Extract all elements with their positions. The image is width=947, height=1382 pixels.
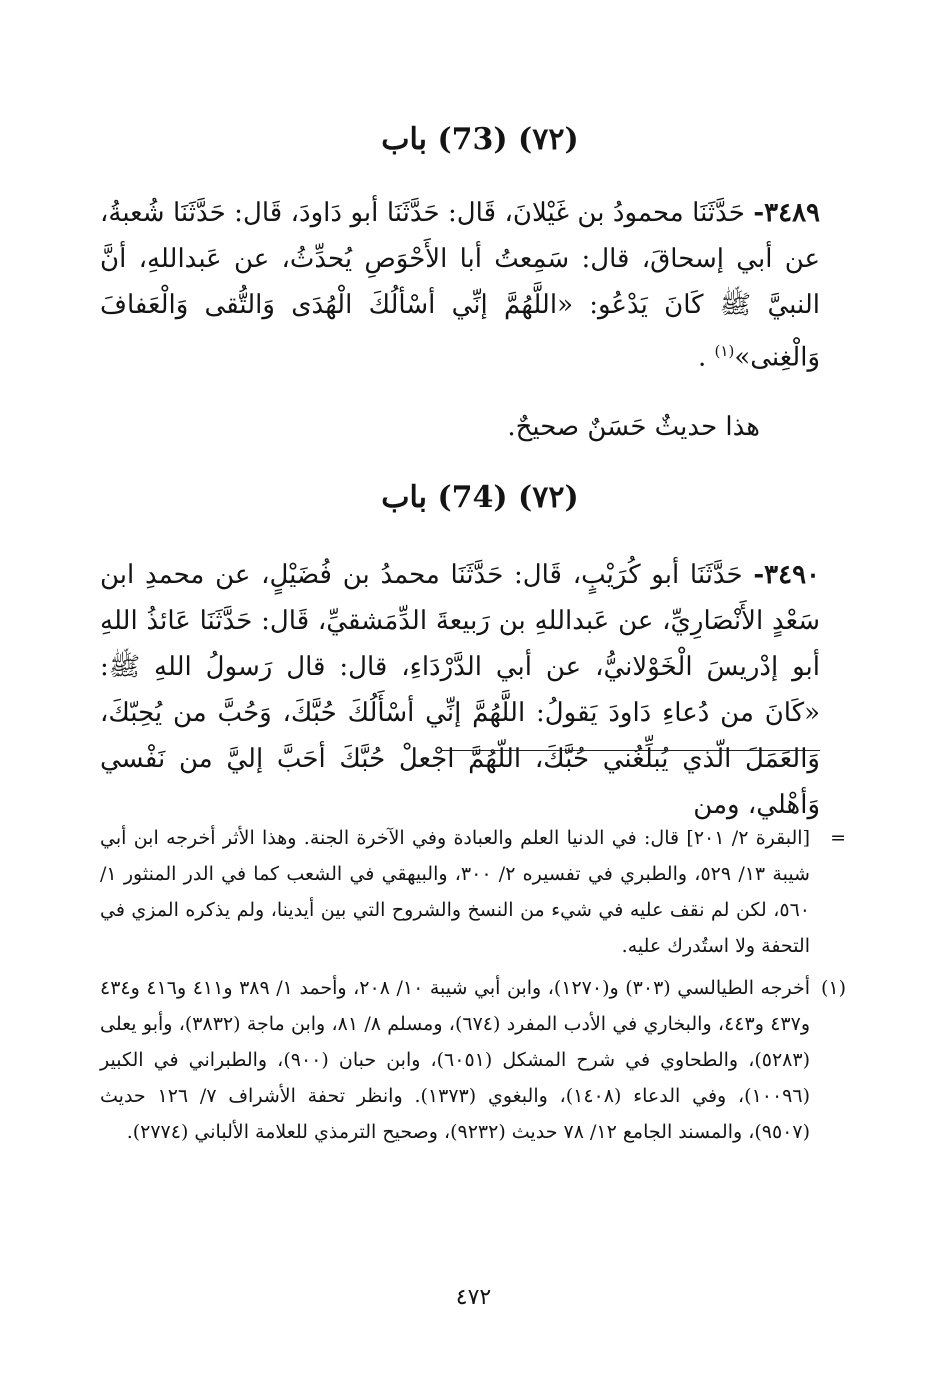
- hadith-3489: [100, 190, 820, 381]
- footnotes: [100, 820, 846, 1150]
- hadith-grading: هذا حديثٌ حَسَنٌ صحيحٌ.: [507, 412, 760, 442]
- hadith-number: ٣٤٩٠-: [753, 560, 820, 590]
- hadith-number: ٣٤٨٩-: [753, 198, 821, 228]
- page-number: ٤٧٢: [455, 1285, 492, 1310]
- hadith-text: حَدَّثَنَا أبو كُرَيْبٍ، قَال: حَدَّثَنَا محمدُ بن فُضَيْلٍ، عن محمدِ ابن سَعْدٍ الأَنْصَارِيِّ، عن عَبداللهِ بن رَبيعةَ الدِّمَشقيِّ، قَال: حَدَّثَنَا عَائذُ اللهِ أبو إدْريسَ الْخَوْلانيُّ، عن أبي الدَّرْدَاءِ، قال: قال رَسولُ اللهِ ﷺ: «كَانَ من دُعاءِ دَاودَ يَقولُ: اللَّهُمَّ إنِّي أسْأَلُكَ حُبَّكَ، وَحُبَّ من يُحِبّكَ، وَالعَمَلَ الّذي يُبلِّغُني حُبَّكَ، اللّهُمَّ اجْعلْ حُبَّكَ أحَبَّ إليَّ من نَفْسي وَأهْلي، ومن: [100, 560, 820, 820]
- footnote-1: [100, 970, 846, 1150]
- footnote-divider: [442, 750, 820, 751]
- footnote-mark: =: [830, 827, 846, 849]
- chapter-heading-74: (٧٢) (74) باب: [381, 480, 579, 515]
- footnote-continued: [100, 820, 846, 964]
- footnote-mark: (١): [820, 977, 846, 999]
- hadith-text: حَدَّثَنَا محمودُ بن غَيْلانَ، قَال: حَدَّثَنَا أبو دَاودَ، قَال: حَدَّثَنَا شُعبةُ، عن أبي إسحاقَ، قال: سَمِعتُ أبا الأَحْوَصِ يُحدِّثُ، عن عَبداللهِ، أنَّ النبيَّ ﷺ كَانَ يَدْعُو: «اللَّهُمَّ إنِّي أسْألُكَ الْهُدَى وَالتُّقى وَالْعَفافَ وَالْغِنى»: [100, 198, 820, 373]
- footnote-text: أخرجه الطيالسي (٣٠٣) و(١٢٧٠)، وابن أبي شيبة ١٠/ ٢٠٨، وأحمد ١/ ٣٨٩ و٤١١ و٤١٦ و٤٣٤ و٤٣٧ و٤٤٣، والبخاري في الأدب المفرد (٦٧٤)، ومسلم ٨/ ٨١، وابن ماجة (٣٨٣٢)، وأبو يعلى (٥٢٨٣)، والطحاوي في شرح المشكل (٦٠٥١)، وابن حبان (٩٠٠)، والطبراني في الكبير (١٠٠٩٦)، وفي الدعاء (١٤٠٨)، والبغوي (١٣٧٣). وانظر تحفة الأشراف ٧/ ١٢٦ حديث (٩٥٠٧)، والمسند الجامع ١٢/ ٧٨ حديث (٩٢٣٢)، وصحيح الترمذي للعلامة الألباني (٢٧٧٤).: [100, 977, 811, 1143]
- hadith-3490: [100, 552, 820, 828]
- hadith-end: .: [698, 342, 715, 373]
- footnote-text: [البقرة ٢/ ٢٠١] قال: في الدنيا العلم والعبادة وفي الآخرة الجنة. وهذا الأثر أخرجه ابن أبي شيبة ١٣/ ٥٢٩، والطبري في تفسيره ٢/ ٣٠٠، والبيهقي في الشعب كما في الدر المنثور ١/ ٥٦٠، لكن لم نقف عليه في شيء من النسخ والشروح التي بين أيدينا، ولم يذكره المزي في التحفة ولا استُدرك عليه.: [100, 827, 810, 957]
- footnote-reference: (١): [714, 342, 735, 360]
- chapter-heading-73: (٧٢) (73) باب: [381, 122, 579, 157]
